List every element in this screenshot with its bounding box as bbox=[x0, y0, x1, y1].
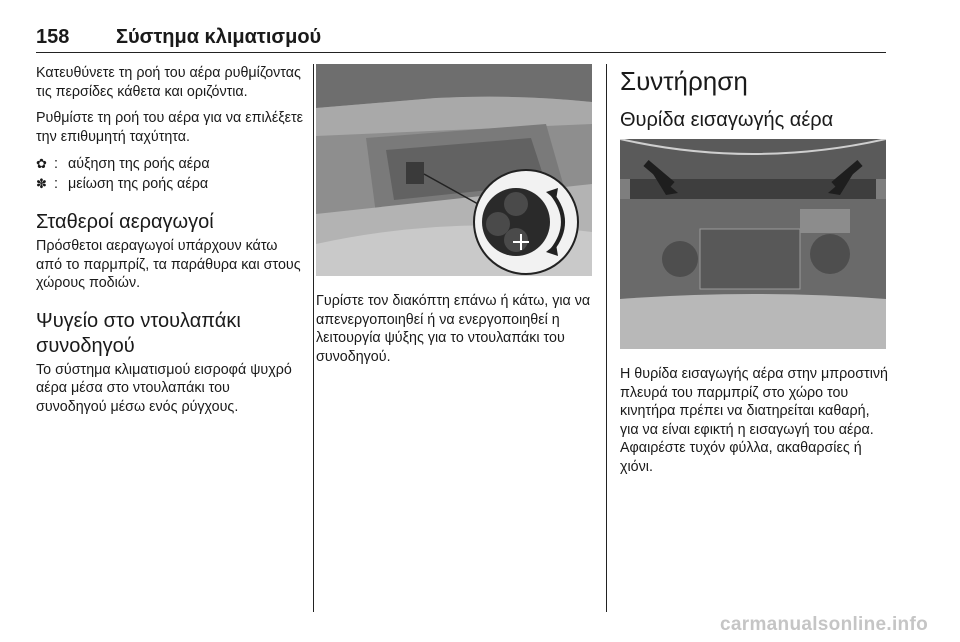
paragraph-switch-instruction: Γυρίστε τον διακόπτη επάνω ή κάτω, για να απενεργοποιηθεί ή να ενεργοποιηθεί η λειτουργία ψύξης για το ντουλαπάκι του συνοδηγού. bbox=[316, 293, 591, 365]
page-header bbox=[36, 26, 886, 52]
fan-low-icon: ✽ bbox=[36, 176, 47, 191]
glovebox-switch-illustration bbox=[316, 64, 592, 276]
heading-air-intake: Θυρίδα εισαγωγής αέρα bbox=[620, 109, 834, 131]
air-intake-illustration bbox=[620, 139, 886, 349]
page-number: 158 bbox=[36, 26, 70, 48]
symbol-row-increase bbox=[36, 154, 304, 174]
symbol-row-decrease bbox=[36, 174, 304, 194]
column-right bbox=[620, 64, 890, 476]
heading-fixed-vents: Σταθεροί αεραγωγοί bbox=[36, 211, 214, 233]
header-divider bbox=[36, 52, 886, 53]
paragraph-fixed-vents: Πρόσθετοι αεραγωγοί υπάρχουν κάτω από το παρμπρίζ, τα παράθυρα και στους χώρους ποδιών. bbox=[36, 238, 301, 291]
column-left bbox=[36, 64, 304, 416]
paragraph-airflow-speed: Ρυθμίστε τη ροή του αέρα για να επιλέξετε την επιθυμητή ταχύτητα. bbox=[36, 110, 303, 145]
symbol-separator: : bbox=[54, 176, 58, 192]
chapter-title: Σύστημα κλιματισμού bbox=[116, 26, 322, 48]
heading-maintenance: Συντήρηση bbox=[620, 66, 748, 96]
watermark: carmanualsonline.info bbox=[720, 614, 928, 635]
paragraph-vent-direction: Κατευθύνετε τη ροή του αέρα ρυθμίζοντας τις περσίδες κάθετα και οριζόντια. bbox=[36, 65, 301, 100]
paragraph-air-intake: Η θυρίδα εισαγωγής αέρα στην μπροστινή πλευρά του παρμπρίζ στο χώρο του κινητήρα πρέπει να διατηρείται καθαρή, για να είναι εφικτή η εισαγωγή του αέρα. Αφαιρέστε τυχόν φύλλα, ακαθαρσίες ή χιόνι. bbox=[620, 366, 888, 475]
column-middle bbox=[316, 64, 592, 366]
column-divider-2 bbox=[606, 64, 607, 612]
symbol-description: μείωση της ροής αέρα bbox=[68, 176, 209, 192]
symbol-separator: : bbox=[54, 156, 58, 172]
fan-high-icon: ✿ bbox=[36, 156, 47, 171]
column-divider-1 bbox=[313, 64, 314, 612]
symbol-description: αύξηση της ροής αέρα bbox=[68, 156, 210, 172]
heading-glovebox-cooler: Ψυγείο στο ντουλαπάκι συνοδηγού bbox=[36, 309, 241, 357]
paragraph-glovebox-cooler: Το σύστημα κλιματισμού εισροφά ψυχρό αέρα μέσα στο ντουλαπάκι του συνοδηγού μέσω ενός ρύγχους. bbox=[36, 361, 292, 415]
